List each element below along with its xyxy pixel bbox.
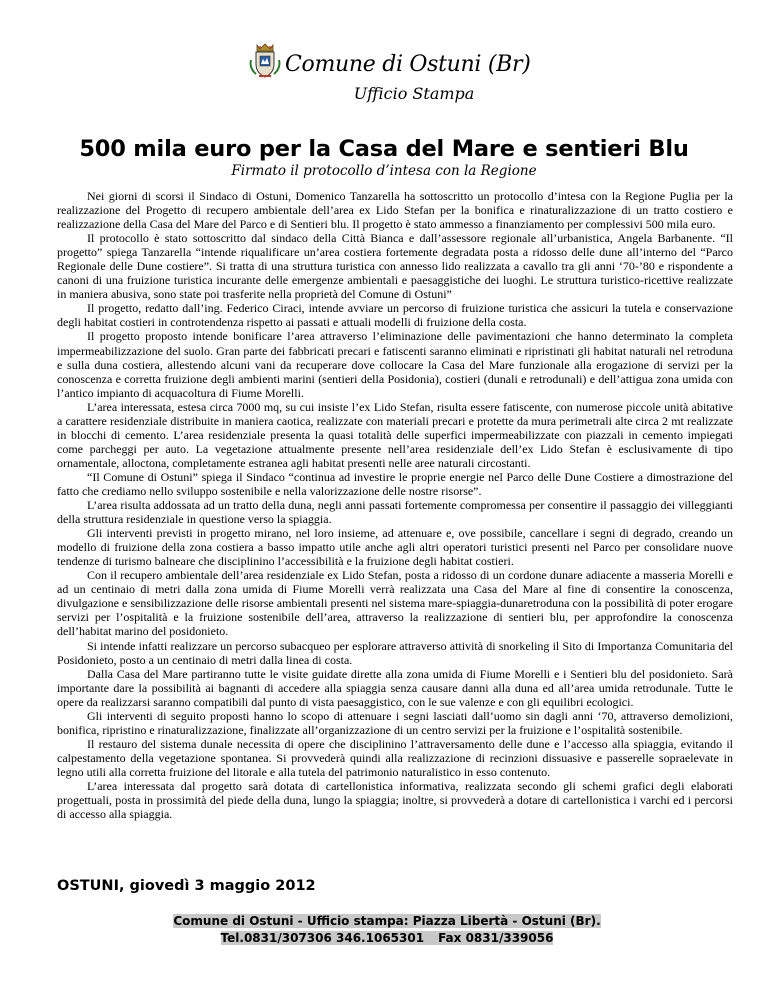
footer-address: Comune di Ostuni - Ufficio stampa: Piazza Libertà - Ostuni (Br). <box>173 914 601 928</box>
coat-of-arms-icon <box>248 42 282 80</box>
paragraph: Nei giorni di scorsi il Sindaco di Ostuni, Domenico Tanzarella ha sottoscritto un protocollo d’intesa con la Regione Puglia per la realizzazione del Progetto di recupero ambientale dell’area ex Lido Stefan per la bonifica e rinaturalizzazione di un tratto costiero e realizzazione della Casa del Mare del Parco e di Sentieri blu. Il progetto è stato ammesso a finanziamento per complessivi 500 mila euro. <box>57 189 733 232</box>
paragraph: L’area interessata, estesa circa 7000 mq, su cui insiste l’ex Lido Stefan, risulta essere fatiscente, con numerose piccole unità abitative a carattere residenziale distribuite in maniera caotica, realizzate con materiali precari e protette da mura perimetrali alte circa 2 mt realizzate in blocchi di cemento. L’area residenziale presenta la quasi totalità delle superfici impermeabilizzate con piazzali in cemento impiegati come parcheggi per auto. La vegetazione attualmente presente nell’area residenziale dell’ex Lido Stefan è esclusivamente di tipo ornamentale, alloctona, completamente estranea agli habitat presenti nelle aree naturali circostanti. <box>57 399 733 470</box>
paragraph: Con il recupero ambientale dell’area residenziale ex Lido Stefan, posta a ridosso di un cordone dunare adiacente a masseria Morelli e ad un centinaio di metri dalla zona umida di Fiume Morelli verrà realizzata una Casa del Mare al fine di consentire la conoscenza, divulgazione e sensibilizzazione delle risorse ambientali presenti nel sistema mare-spiaggia-dunaretroduna con la possibilità di poter erogare servizi per l’ospitalità e la fruizione sostenibile dell’area, attraverso la realizzazione di sentieri blu, per approfondire la conoscenza dell’habitat marino del posidonieto. <box>57 568 733 639</box>
organization-name: Comune di Ostuni (Br) <box>285 52 531 77</box>
paragraph: L’area interessata dal progetto sarà dotata di cartellonistica informativa, realizzata secondo gli schemi grafici degli elaborati progettuali, posta in prossimità del piede della duna, lungo la spiaggia; inoltre, si provvederà a dotare di cartellonistica i varchi ed i percorsi di accesso alla spiaggia. <box>57 778 733 822</box>
footer-fax: Fax 0831/339056 <box>438 931 554 945</box>
footer-contacts <box>221 931 554 945</box>
office-name: Ufficio Stampa <box>353 84 475 103</box>
article-body <box>57 189 733 821</box>
paragraph: Gli interventi previsti in progetto mirano, nel loro insieme, ad attenuare e, ove possibile, cancellare i segni di degrado, creando un modello di fruizione della zona costiera a basso impatto utile anche agli altri operatori turistici presenti nel Parco per consolidare nuove tendenze di turismo balneare che disciplinino l’accessibilità e la fruizione degli habitat costieri. <box>57 526 733 569</box>
paragraph: Il restauro del sistema dunale necessita di opere che disciplinino l’attraversamento delle dune e l’accesso alla spiaggia, evitando il calpestamento della vegetazione spontanea. Si provvederà quindi alla realizzazione di recinzioni dissuasive e passerelle sopraelevate in legno utili alla corretta fruizione del litorale e alla tutela del patrimonio naturalistico in esso contenuto. <box>57 736 733 779</box>
paragraph: Il progetto, redatto dall’ing. Federico Ciraci, intende avviare un percorso di fruizione turistica che assicuri la tutela e conservazione degli habitat costieri in controtendenza rispetto ai passati e attuali modelli di fruizione della costa. <box>57 301 733 330</box>
letterhead <box>0 36 768 116</box>
paragraph: “Il Comune di Ostuni” spiega il Sindaco “continua ad investire le proprie energie nel Parco delle Dune Costiere a dimostrazione del fatto che crediamo nello sviluppo sostenibile e nella valorizzazione delle nostre risorse”. <box>57 469 733 498</box>
dateline: OSTUNI, giovedì 3 maggio 2012 <box>57 878 316 894</box>
paragraph: Si intende infatti realizzare un percorso subacqueo per esplorare attraverso attività di snorkeling il Sito di Importanza Comunitaria del Posidonieto, posto a un centinaio di metri dalla linea di costa. <box>57 638 733 667</box>
headline: 500 mila euro per la Casa del Mare e sentieri Blu <box>79 136 689 162</box>
paragraph: Il protocollo è stato sottoscritto dal sindaco della Città Bianca e dall’assessore regionale all’urbanistica, Angela Barbanente. “Il progetto” spiega Tanzarella “intende riqualificare un’area costiera fortemente degradata posta a ridosso delle dune all’interno del “Parco Regionale delle Dune costiere”. Si tratta di una struttura turistica con annesso lido realizzata a cavallo tra gli anni ‘70-’80 e rispondente a canoni di una fruizione turistica incurante delle emergenze ambientali e paesaggistiche dei luoghi. Le struttura turistico-ricettive realizzate in maniera abusiva, sono state poi trasferite nella proprietà del Comune di Ostuni” <box>57 231 733 302</box>
paragraph: Gli interventi di seguito proposti hanno lo scopo di attenuare i segni lasciati dall’uomo sin dagli anni ‘70, attraverso demolizioni, bonifica, ripristino e rinaturalizzazione, finalizzate all’organizzazione di un centro servizi per la fruizione e l’ospitalità sostenibile. <box>57 708 733 737</box>
paragraph: Il progetto proposto intende bonificare l’area attraverso l’eliminazione delle pavimentazioni che hanno determinato la completa impermeabilizzazione del suolo. Gran parte dei fabbricati precari e fatiscenti saranno eliminati e ripristinati gli habitat naturali nel retroduna e sulla duna costiera, allestendo alcuni vani da recuperare dove collocare la Casa del Mare funzionale alla erogazione di servizi per la conoscenza e corretta fruizione degli ambienti marini (sentieri della Posidonia), costieri (dunali e retrodunali) e dell’attigua zona umida con l’antico impianto di acquacoltura di Fiume Morelli. <box>57 329 733 400</box>
subheadline: Firmato il protocollo d’intesa con la Regione <box>231 163 537 179</box>
paragraph: L’area risulta addossata ad un tratto della duna, negli anni passati fortemente compromessa per consentire il passaggio dei villeggianti della struttura residenziale in questione verso la spiaggia. <box>57 498 733 527</box>
paragraph: Dalla Casa del Mare partiranno tutte le visite guidate dirette alla zona umida di Fiume Morelli e i Sentieri blu del posidonieto. Sarà importante dare la possibilità ai bagnanti di accedere alla spiaggia senza causare danni alla duna ed all’area umida retrodunale. Tutte le opere da realizzarsi saranno compatibili dal punto di vista paesaggistico, con le sue valenze e con gli equilibri ecologici. <box>57 666 733 709</box>
footer-phone: Tel.0831/307306 346.1065301 <box>220 931 425 945</box>
contact-footer <box>152 912 622 946</box>
